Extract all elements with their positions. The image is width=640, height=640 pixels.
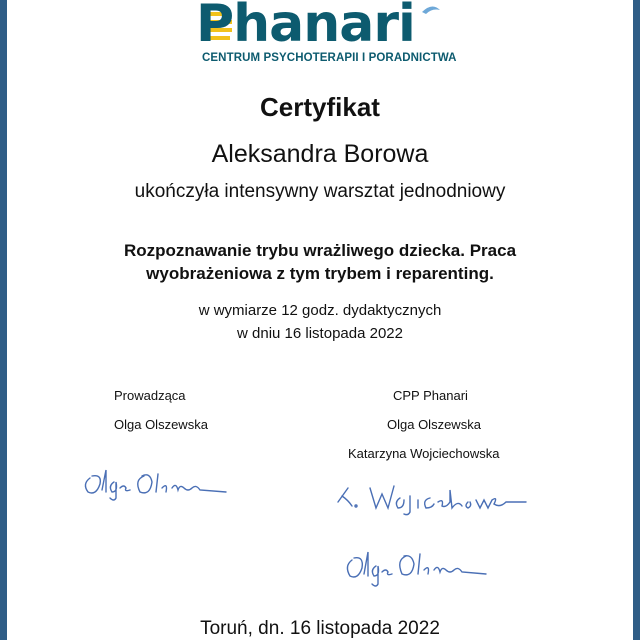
logo-subtitle: CENTRUM PSYCHOTERAPII I PORADNICTWA	[202, 52, 457, 64]
signer-name-right-2: Katarzyna Wojciechowska	[348, 446, 500, 461]
signer-name-right-1: Olga Olszewska	[387, 417, 481, 432]
workshop-date: w dniu 16 listopada 2022	[237, 325, 403, 342]
place-and-date: Toruń, dn. 16 listopada 2022	[200, 618, 440, 639]
signature-olga-olszewska-left	[80, 462, 230, 502]
workshop-topic-line-2: wyobrażeniowa z tym trybem i reparenting.	[146, 264, 494, 283]
logo-wordmark: Phanari	[196, 0, 415, 54]
recipient-name: Aleksandra Borowa	[211, 140, 429, 168]
signature-olga-olszewska-right	[340, 544, 490, 588]
workshop-topic-line-1: Rozpoznawanie trybu wrażliwego dziecka. Praca	[123, 241, 517, 260]
certificate-title: Certyfikat	[260, 92, 380, 122]
signer-role-left: Prowadząca	[114, 388, 186, 403]
signer-name-left: Olga Olszewska	[114, 417, 208, 432]
signature-katarzyna-wojciechowska	[334, 476, 534, 516]
signer-org-right: CPP Phanari	[393, 388, 468, 403]
workshop-hours: w wymiarze 12 godz. dydaktycznych	[198, 302, 442, 319]
certificate-description: ukończyła intensywny warsztat jednodniowy	[134, 181, 506, 202]
phanari-logo	[196, 0, 456, 70]
